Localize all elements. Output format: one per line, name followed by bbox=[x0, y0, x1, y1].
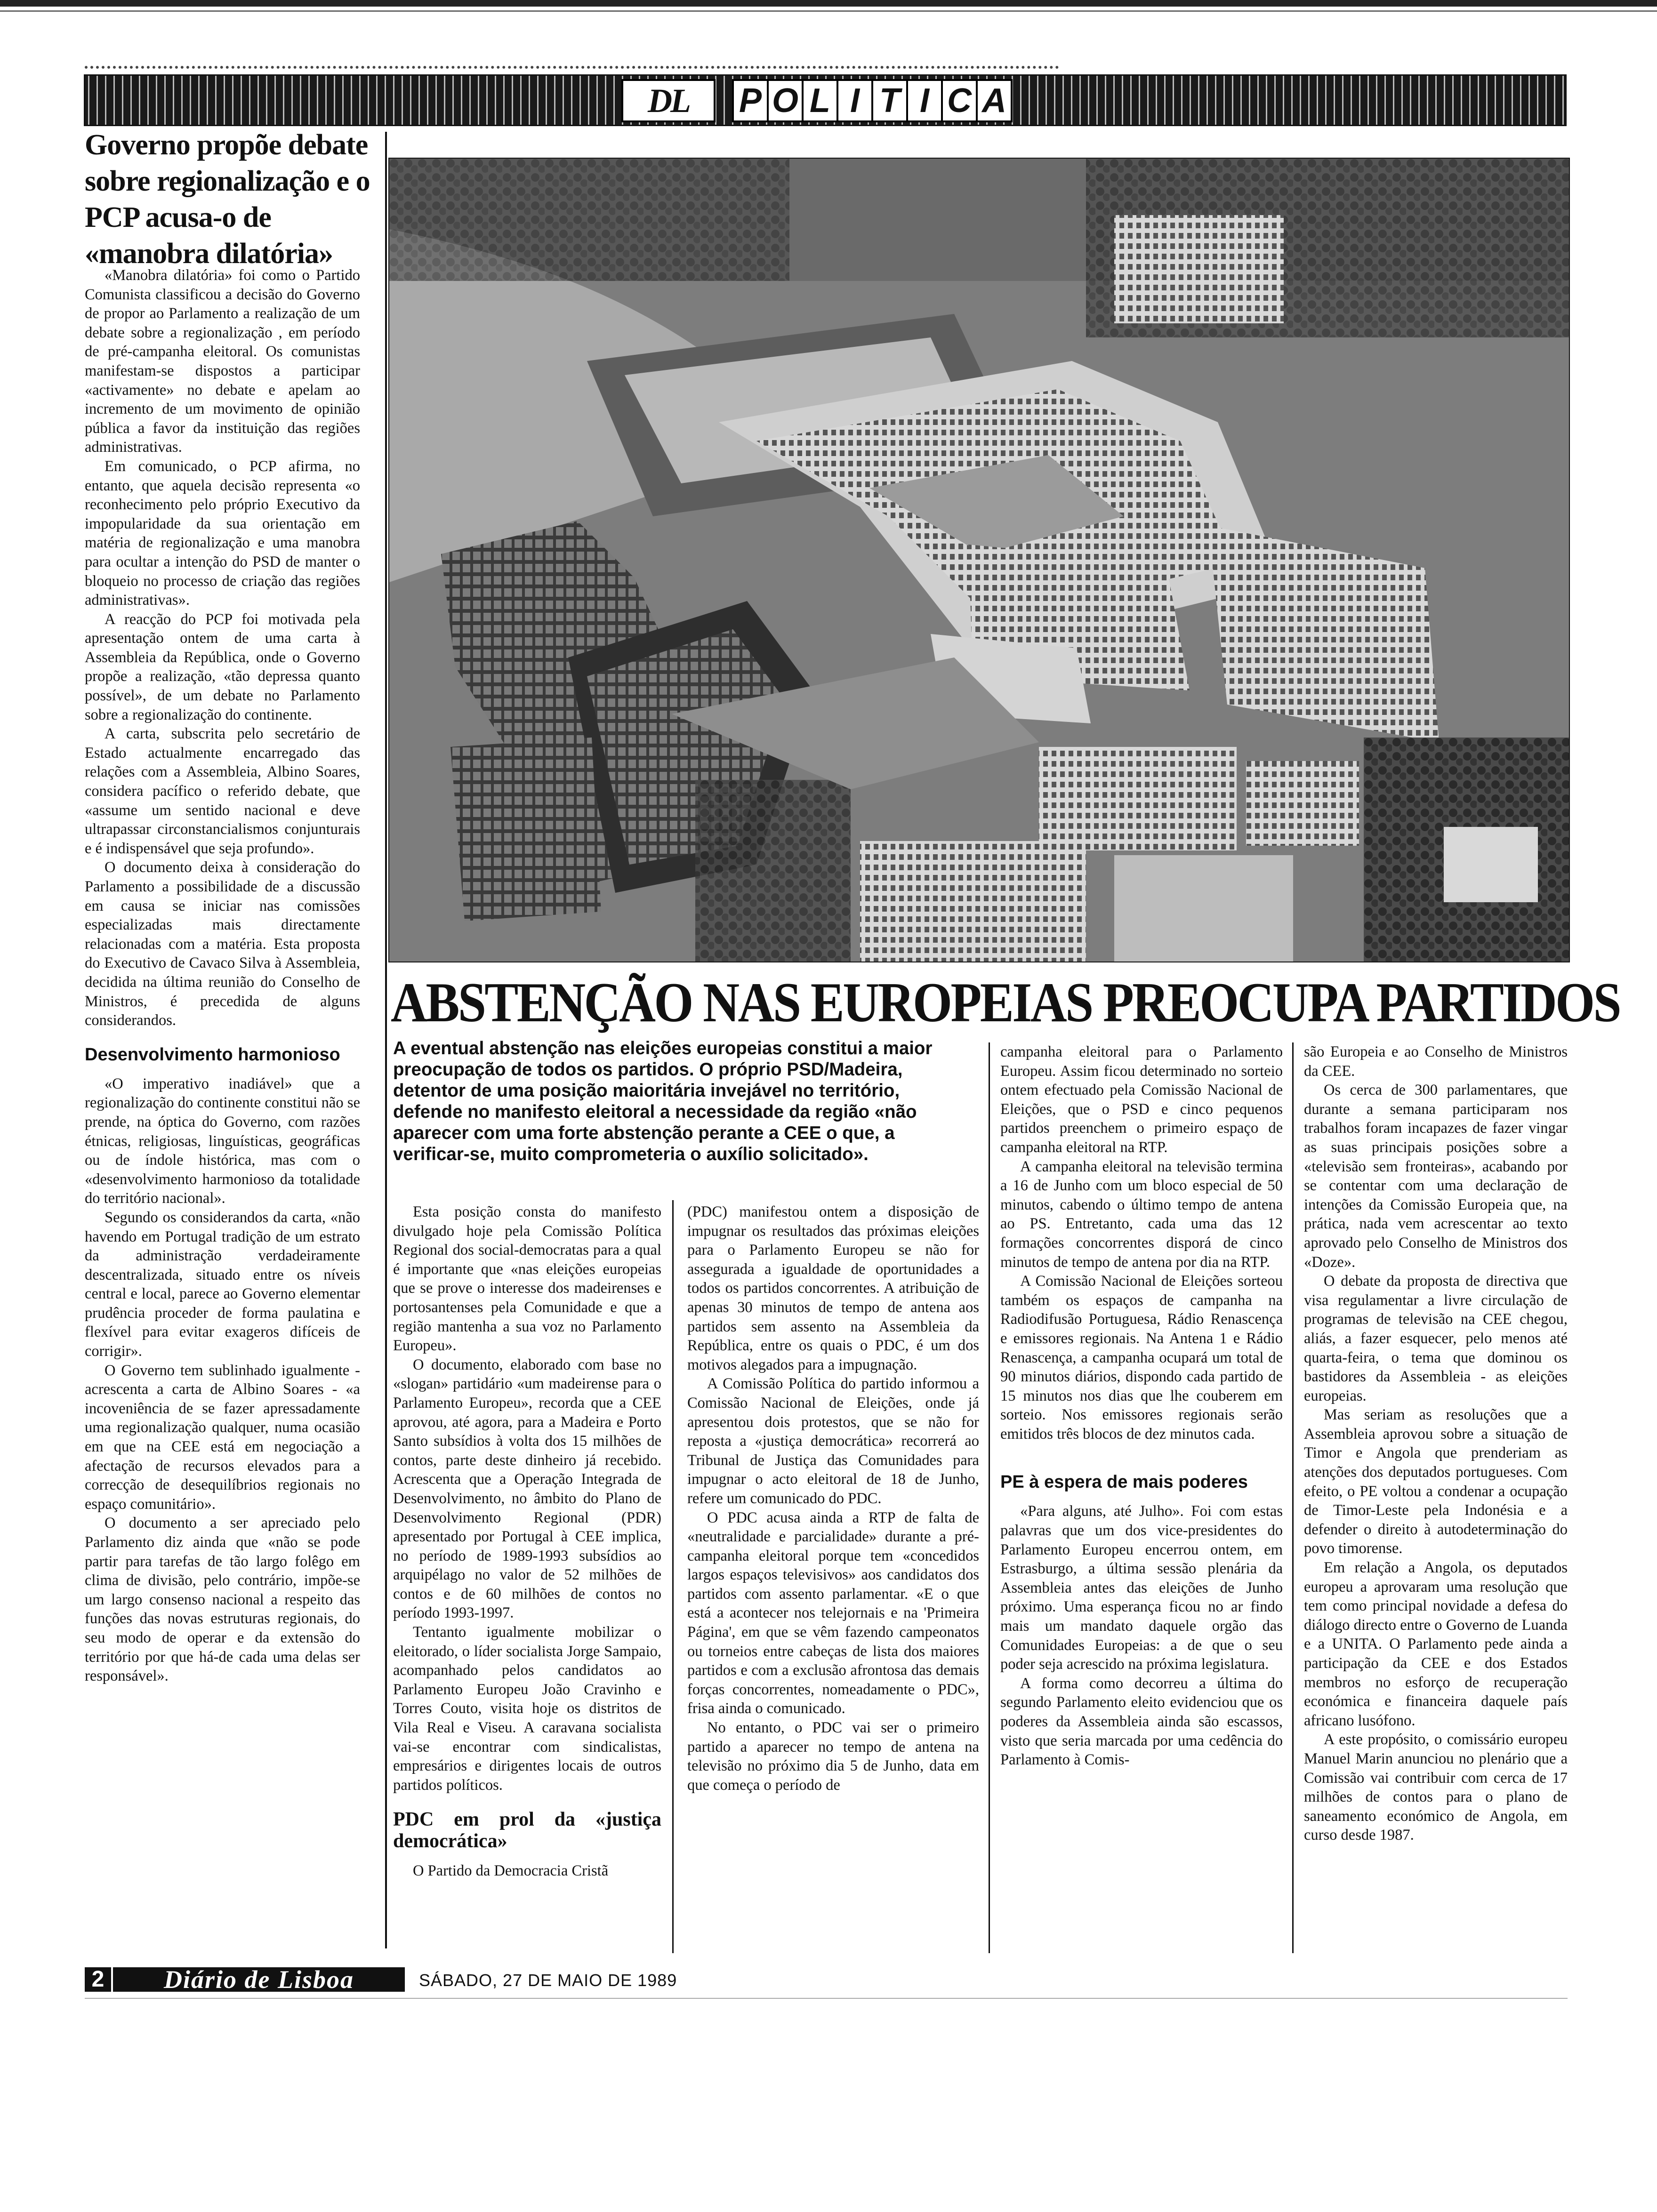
page-number: 2 bbox=[85, 1967, 111, 1992]
left-story-headline: Governo propõe debate sobre regionalização e o PCP acusa-o de «manobra dilatória» bbox=[85, 129, 370, 270]
paragraph: O PDC acusa ainda a RTP de falta de «neutralidade e parcialidade» durante a pré-campanha eleitoral porque tem «concedidos largos espaços televisivos» aos candidatos dos partidos com assento parlamentar. «E o que está a acontecer nos telejornais e na 'Primeira Página', em que se vêm fazendo campeonatos ou torneios entre cabeças de lista dos maiores partidos e com a exclusão afrontosa das demais forças concorrentes, nomeadamente o PDC», frisa ainda o comunicado. bbox=[687, 1509, 979, 1717]
main-story-column-4 bbox=[1304, 1042, 1568, 1845]
paragraph: (PDC) manifestou ontem a disposição de impugnar os resultados das próximas eleições para o Parlamento Europeu se não for assegurada a igualdade de oportunidades a todos os partidos concorrentes. A atribuição de apenas 30 minutos de tempo de antena aos partidos sem assento na Assembleia da República, entre os quais o PDC, é um dos motivos alegados para a impugnação. bbox=[687, 1203, 979, 1373]
paragraph: A Comissão Política do partido informou a Comissão Nacional de Eleições, onde já apresentou dois protestos, que se não for reposta a «justiça democrática» recorrerá ao Tribunal de Justiça das Comunidades para impugnar o acto eleitoral de 18 de Junho, refere um comunicado do PDC. bbox=[687, 1375, 979, 1507]
paragraph: Mas seriam as resoluções que a Assembleia aprovou sobre a situação de Timor e Angola que prenderiam as atenções dos deputados portugueses. Com efeito, o PE voltou a condenar a ocupação de Timor-Leste pela Indonésia e a defender o direito à autodeterminação do povo timorense. bbox=[1304, 1406, 1568, 1557]
paragraph: campanha eleitoral para o Parlamento Europeu. Assim ficou determinado no sorteio ontem efectuado pela Comissão Nacional de Eleições, que o PSD e cinco pequenos partidos preenchem o primeiro espaço de campanha eleitoral na RTP. bbox=[1000, 1043, 1283, 1156]
section-title-politica bbox=[732, 79, 1011, 122]
paragraph: Tentanto igualmente mobilizar o eleitorado, o líder socialista Jorge Sampaio, acompanhado pelos candidatos ao Parlamento Europeu João Cravinho e Torres Couto, visita hoje os distritos de Vila Real e Viseu. A caravana socialista vai-se encontrar com sindicalistas, empresários e dirigentes locais de outros partidos políticos. bbox=[393, 1624, 661, 1794]
paragraph: O documento a ser apreciado pelo Parlamento diz ainda que «não se pode partir para tarefas de tão largo folêgo em clima de divisão, pelo contrário, impõe-se um largo consenso nacional a respeito das funções das novas estruturas regionais, do seu modo de operar e da extensão do território por que há-de cada uma delas ser responsável». bbox=[85, 1515, 360, 1685]
paragraph: são Europeia e ao Conselho de Ministros da CEE. bbox=[1304, 1043, 1568, 1080]
bottom-rule bbox=[85, 1998, 1568, 1999]
column-rule bbox=[385, 132, 387, 1948]
section-letter: L bbox=[802, 79, 838, 122]
masthead-logo: Diário de Lisboa bbox=[113, 1967, 405, 1992]
column-rule bbox=[989, 1042, 990, 1953]
scan-top-border bbox=[0, 0, 1657, 7]
main-story-column-2 bbox=[687, 1202, 979, 1795]
main-story-deck: A eventual abstenção nas eleições europeias constitui a maior preocupação de todos os partidos. O próprio PSD/Madeira, detentor de uma posição maioritária invejável no território, defende no manifesto eleitoral a necessidade da região «não aparecer com uma forte abstenção perante a CEE o que, a verificar-se, muito comprometeria o auxílio solicitado». bbox=[393, 1038, 933, 1164]
main-story-column-3 bbox=[1000, 1042, 1283, 1770]
section-letter: T bbox=[871, 79, 908, 122]
main-story-column-1 bbox=[393, 1202, 661, 1881]
aerial-photo bbox=[388, 158, 1570, 962]
paragraph: O documento, elaborado com base no «slogan» partidário «um madeirense para o Parlamento Europeu», recorda que a CEE aprovou, até agora, para a Madeira e Porto Santo subsídios à volta dos 15 milhões de contos, parte deste dinheiro já recebido. Acrescenta que a Operação Integrada de Desenvolvimento, no âmbito do Plano de Desenvolvimento Regional (PDR) apresentado por Portugal à CEE implica, no período de 1989-1993 subsídios ao arquipélago no valor de 52 milhões de contos e de 60 milhões de contos no período 1993-1997. bbox=[393, 1356, 661, 1622]
paragraph: O documento deixa à consideração do Parlamento a possibilidade de a discussão em causa se iniciar nas comissões especializadas mais directamente relacionadas com a matéria. Esta proposta do Executivo de Cavaco Silva à Assembleia, decidida na última reunião do Conselho de Ministros, é precedida de alguns considerandos. bbox=[85, 859, 360, 1029]
column-rule bbox=[672, 1200, 674, 1953]
subhead: Desenvolvimento harmonioso bbox=[85, 1044, 340, 1065]
subhead: PE à espera de mais poderes bbox=[1000, 1472, 1248, 1492]
paragraph: «Manobra dilatória» foi como o Partido Comunista classificou a decisão do Governo de propor ao Parlamento a realização de um debate sobre a regionalização , em período de pré-campanha eleitoral. Os comunistas manifestam-se dispostos a participar «activamente» no debate e apelam ao incremento de um movimento de opinião pública a favor da instituição das regiões administrativas. bbox=[85, 267, 360, 456]
paragraph: A reacção do PCP foi motivada pela apresentação ontem de uma carta à Assembleia da República, onde o Governo propõe a realização, «tão depressa quanto possível», de um debate no Parlamento sobre a regionalização do continente. bbox=[85, 610, 360, 723]
section-letter: P bbox=[732, 79, 769, 122]
paragraph: A campanha eleitoral na televisão termina a 16 de Junho com um bloco especial de 50 minutos, cabendo o último tempo de antena ao PS. Entretanto, cada uma das 12 formações concorrentes disporá de cinco minutos de tempo de antena por dia na RTP. bbox=[1000, 1158, 1283, 1271]
paragraph: A carta, subscrita pelo secretário de Estado actualmente encarregado das relações com a Assembleia, Albino Soares, considera pacífico o referido debate, que «assume um sentido nacional e deve ultrapassar circonstancialismos conjunturais e é indispensável que seja profundo». bbox=[85, 725, 360, 857]
paragraph: O debate da proposta de directiva que visa regulamentar a livre circulação de programas de televisão na CEE chegou, aliás, a fazer esquecer, pelo menos até quarta-feira, o tema que dominou os bastidores da Assembleia - as eleições europeias. bbox=[1304, 1273, 1568, 1404]
paragraph: A este propósito, o comissário europeu Manuel Marin anunciou no plenário que a Comissão vai contribuir com cerca de 17 milhões de contos para o plano de saneamento económico de Angola, em curso desde 1987. bbox=[1304, 1731, 1568, 1844]
paragraph: Os cerca de 300 parlamentares, que durante a semana participaram nos trabalhos foram incapazes de fazer vingar as suas principais posições sobre a «televisão sem fronteiras», acabando por se contentar com uma declaração de intenções da Comissão Europeia que, na prática, nada vem acrescentar ao texto aprovado pelo Conselho de Ministros dos «Doze». bbox=[1304, 1082, 1568, 1271]
section-letter: O bbox=[767, 79, 804, 122]
left-story-body bbox=[85, 266, 360, 1686]
section-letter: I bbox=[906, 79, 943, 122]
section-letter: A bbox=[976, 79, 1013, 122]
scan-top-border-thin bbox=[0, 10, 1657, 12]
paragraph: O Governo tem sublinhado igualmente - acrescenta a carta de Albino Soares - «a incoveniência de se fazer apressadamente uma regionalização qualquer, numa ocasião em que na CEE está em negociação a afectação de recursos elevados para a correcção de desequilíbrios regionais no espaço comunitário». bbox=[85, 1362, 360, 1513]
paragraph: No entanto, o PDC vai ser o primeiro partido a aparecer no tempo de antena na televisão no próximo dia 5 de Junho, data em que começa o período de bbox=[687, 1719, 979, 1794]
main-headline: ABSTENÇÃO NAS EUROPEIAS PREOCUPA PARTIDOS bbox=[391, 971, 1620, 1034]
section-letter: C bbox=[941, 79, 978, 122]
subhead: PDC em prol da «justiça democrática» bbox=[393, 1809, 661, 1852]
paragraph: Segundo os considerandos da carta, «não havendo em Portugal tradição de um estrato da administração verdadeiramente descentralizada, situado entre os níveis central e local, parece ao Governo elementar prudência proceder de forma paulatina e flexível para evitar exageros difíceis de corrigir». bbox=[85, 1209, 360, 1360]
paragraph: «Para alguns, até Julho». Foi com estas palavras que um dos vice-presidentes do Parlamento Europeu encerrou ontem, em Estrasburgo, a última sessão plenária da Assembleia antes das eleições de Junho próximo. Uma esperança ficou no ar findo mais um mandato daquele orgão das Comunidades Europeias: a de que o seu poder seja acrescido na próxima legislatura. bbox=[1000, 1503, 1283, 1673]
dotted-rule bbox=[85, 66, 1059, 73]
photo-illustration bbox=[389, 159, 1569, 962]
paragraph: A forma como decorreu a última do segundo Parlamento eleito evidenciou que os poderes da Assembleia ainda são escassos, visto que seria marcada por uma cedência do Parlamento à Comis- bbox=[1000, 1675, 1283, 1769]
dl-logo: DL bbox=[621, 79, 716, 122]
paragraph: A Comissão Nacional de Eleições sorteou também os espaços de campanha na Radiodifusão Portuguesa, Rádio Renascença e emissores regionais. Na Antena 1 e Rádio Renascença, a campanha ocupará um total de 90 minutos diários, dispondo cada partido de 15 minutos nos dias que lhe couberem em sorteio. Nos emissores regionais serão emitidos três blocos de dez minutos cada. bbox=[1000, 1273, 1283, 1443]
paragraph: Em relação a Angola, os deputados europeu a aprovaram uma resolução que tem como principal novidade a defesa do diálogo directo entre o Governo de Luanda e a UNITA. O Parlamento pede ainda a participação da CEE e dos Estados membros no esforço de recuperação económica e financeira daquele país africano lusófono. bbox=[1304, 1559, 1568, 1729]
dateline: SÁBADO, 27 DE MAIO DE 1989 bbox=[419, 1971, 677, 1990]
column-rule bbox=[1292, 1042, 1294, 1953]
paragraph: Em comunicado, o PCP afirma, no entanto, que aquela decisão representa «o reconhecimento pelo próprio Executivo da impopularidade da sua orientação em matéria de regionalização e uma manobra para ocultar a intenção do PSD de manter o bloqueio no processo de criação das regiões administrativas». bbox=[85, 457, 360, 609]
section-letter: I bbox=[837, 79, 873, 122]
paragraph: O Partido da Democracia Cristã bbox=[413, 1862, 609, 1880]
paragraph: Esta posição consta do manifesto divulgado hoje pela Comissão Política Regional dos social-democratas para a qual é importante que «nas eleições europeias que se prove o interesse dos madeirenses e portosantenses pela Comunidade e que a região mantenha a sua voz no Parlamento Europeu». bbox=[393, 1203, 661, 1354]
paragraph: «O imperativo inadiável» que a regionalização do continente constitui não se prende, na óptica do Governo, com razões étnicas, religiosas, linguísticas, geográficas ou de índole histórica, mas com o «desenvolvimento harmonioso da totalidade do território nacional». bbox=[85, 1075, 360, 1207]
